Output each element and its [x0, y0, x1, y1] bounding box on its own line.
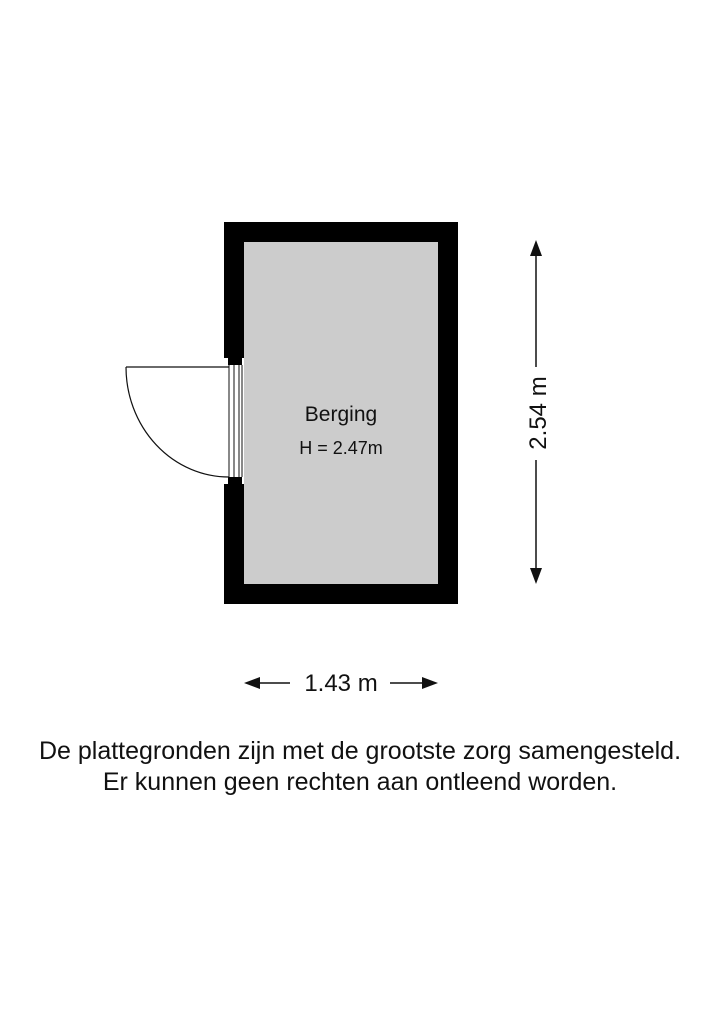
width-arrow-left — [244, 677, 260, 689]
width-dimension-label: 1.43 m — [304, 670, 378, 697]
depth-arrow-bottom — [530, 568, 542, 584]
disclaimer-line-2: Er kunnen geen rechten aan ontleend worden. — [102, 768, 618, 796]
depth-arrow-top — [530, 240, 542, 256]
width-arrow-right — [422, 677, 438, 689]
room-name: Berging — [304, 403, 378, 426]
room-height-label: H = 2.47m — [299, 438, 383, 458]
door-jamb-bottom — [228, 477, 242, 484]
door-swing-arc — [126, 367, 229, 477]
depth-dimension-label: 2.54 m — [525, 376, 552, 450]
disclaimer-line-1: De plattegronden zijn met de grootste zorg samengesteld. — [38, 737, 682, 765]
door-jamb-top — [228, 358, 242, 365]
